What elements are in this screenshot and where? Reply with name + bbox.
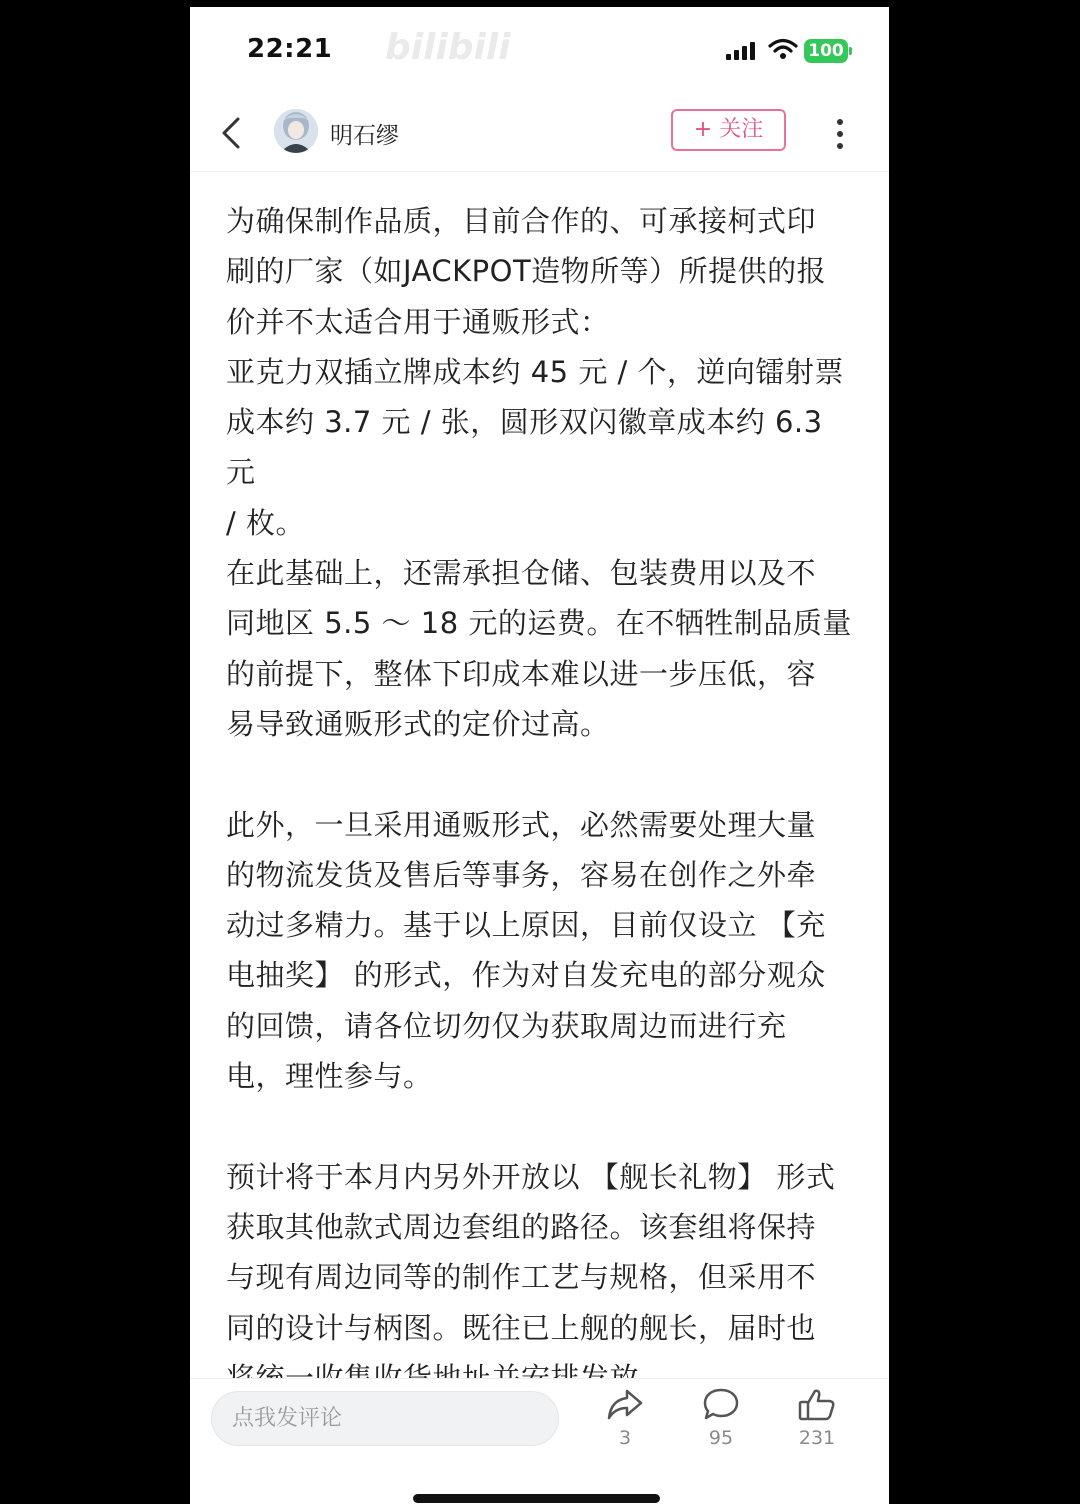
comment-button[interactable]	[681, 1387, 761, 1449]
home-indicator	[413, 1494, 660, 1503]
article-body	[226, 196, 856, 1403]
article-paragraph-3: 预计将于本月内另外开放以 【舰长礼物】 形式 获取其他款式周边套组的路径。该套组将保持 与现有周边同等的制作工艺与规格，但采用不 同的设计与柄图。既往已上舰的舰长，届时也	[226, 1159, 836, 1345]
battery-tip	[849, 47, 852, 55]
avatar-image	[274, 109, 318, 153]
chevron-left-icon	[214, 113, 254, 153]
more-vertical-icon	[828, 119, 852, 149]
article-paragraph-2: 此外，一旦采用通贩形式，必然需要处理大量 的物流发货及售后等事务，容易在创作之外牵 动过多精力。基于以上原因，目前仅设立 【充 电抽奖】 的形式，作为对自发充电的部分观众 的回馈，请各位切勿仅为获取周边而进行充 电，理性参与。	[226, 807, 826, 1094]
follow-button[interactable]: + 关注	[671, 109, 786, 151]
status-time: 22:21	[247, 34, 333, 64]
bilibili-watermark: bilibili	[385, 27, 511, 68]
signal-icon	[726, 41, 758, 61]
back-button[interactable]	[214, 113, 254, 153]
nav-bar	[190, 95, 889, 172]
username[interactable]: 明石缪	[330, 123, 399, 149]
avatar[interactable]	[274, 109, 318, 153]
like-count: 231	[798, 1427, 836, 1449]
phone-screen	[190, 7, 889, 1504]
more-button[interactable]	[828, 113, 852, 157]
thumbs-up-icon	[797, 1387, 837, 1423]
share-icon	[605, 1387, 645, 1423]
comment-input[interactable]: 点我发评论	[211, 1391, 559, 1446]
battery-indicator: 100	[804, 39, 848, 63]
like-button[interactable]	[777, 1387, 857, 1449]
wifi-icon	[768, 38, 798, 60]
status-bar	[190, 7, 889, 95]
share-count: 3	[618, 1427, 632, 1449]
article-paragraph-1: 为确保制作品质，目前合作的、可承接柯式印 刷的厂家（如JACKPOT造物所等）所提供的报 价并不太适合用于通贩形式： 亚克力双插立牌成本约 45 元 / 个，逆向镭射票 成本约 3.7 元 / 张，圆形双闪徽章成本约 6.3 元 / 枚。 在此基础上，还需承担仓储、包装费用以及不 同地区 5.5 ～ 18 元的运费。在不牺牲制品质量 的前提下，整体下印成本难以进一步压低，容 易导致通贩形式的定价过高。	[226, 204, 852, 741]
bottom-action-bar	[190, 1378, 889, 1504]
share-button[interactable]	[585, 1387, 665, 1449]
comment-icon	[701, 1387, 741, 1423]
comment-count: 95	[708, 1427, 734, 1449]
